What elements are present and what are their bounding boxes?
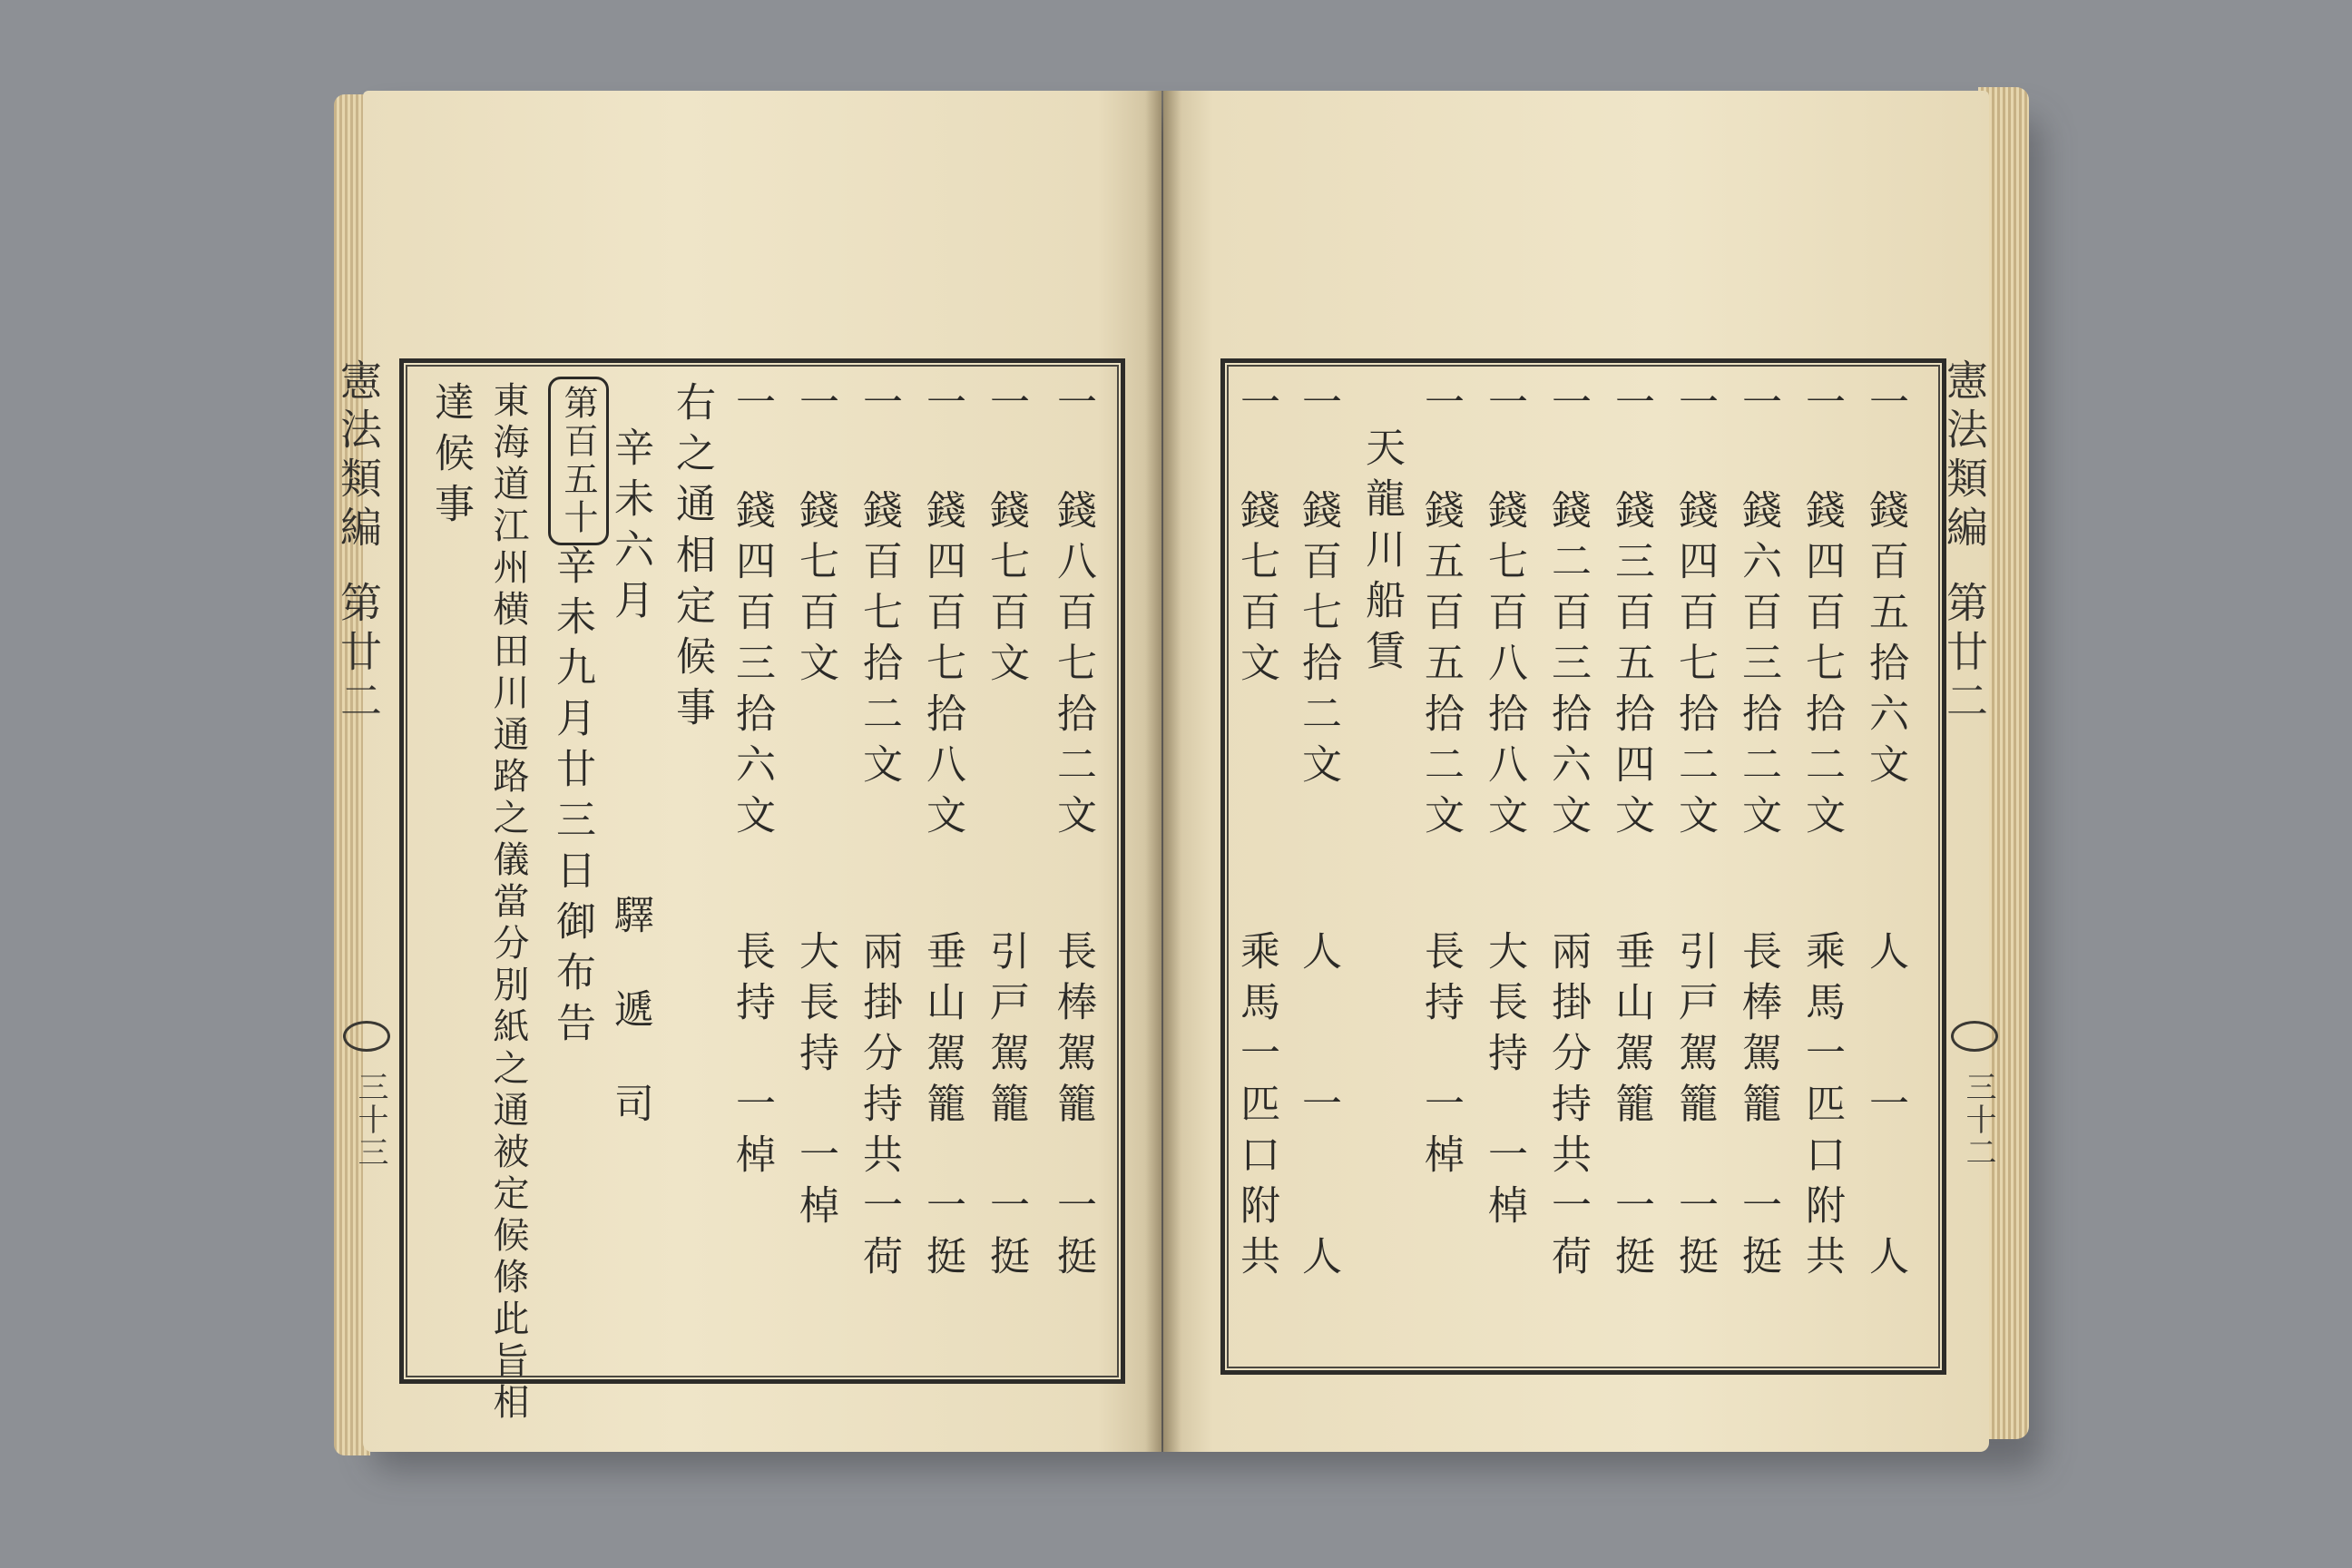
right-price-line-2: 一 錢四百七拾二文 <box>1798 381 1845 845</box>
left-price-line-3: 一 錢四百七拾八文 <box>919 381 965 845</box>
right-section-heading: 天龍川船賃 <box>1358 426 1405 681</box>
right-item-line-4: 引戸駕籠 一挺 <box>1671 930 1718 1286</box>
right-item-line-6: 兩掛分持共一荷 <box>1544 930 1591 1286</box>
right-item-line-10: 乘馬一匹口附共 <box>1233 930 1279 1286</box>
right-item-line-9: 人 一 人 <box>1295 930 1341 1311</box>
right-item-line-3: 長棒駕籠 一挺 <box>1735 930 1781 1286</box>
right-item-line-2: 乘馬一匹口附共 <box>1798 930 1845 1286</box>
left-date: 辛未六月 <box>607 426 653 630</box>
article-body-line-1: 東海道江州横田川通路之儀當分別紙之通被定候條此旨相 <box>487 381 529 1425</box>
article-date-line: 辛未九月廿三日御布告 <box>549 544 595 1053</box>
left-item-line-3: 垂山駕籠 一挺 <box>919 930 965 1286</box>
right-item-line-8: 長持 一棹 <box>1417 930 1464 1184</box>
right-margin-page-number: 三十二 <box>1960 1071 1996 1169</box>
book-gutter <box>1145 91 1181 1452</box>
right-price-line-5: 一 錢三百五拾四文 <box>1608 381 1654 845</box>
left-price-line-4: 一 錢百七拾二文 <box>856 381 902 794</box>
left-item-line-4: 兩掛分持共一荷 <box>856 930 902 1286</box>
right-item-line-5: 垂山駕籠 一挺 <box>1608 930 1654 1286</box>
right-price-line-8: 一 錢五百五拾二文 <box>1417 381 1464 845</box>
left-issuer: 驛遞司 <box>607 894 653 1177</box>
left-closing-line: 右之通相定候事 <box>669 381 715 737</box>
right-margin-volume: 第廿二 <box>1940 581 1989 728</box>
article-number-box: 第百五十 <box>548 377 609 545</box>
left-margin-title: 憲法類編 <box>334 358 383 554</box>
article-body-line-2: 達候事 <box>427 381 474 534</box>
right-price-line-10: 一 錢七百文 <box>1233 381 1279 692</box>
left-price-line-6: 一 錢四百三拾六文 <box>729 381 775 845</box>
left-price-line-1: 一 錢八百七拾二文 <box>1050 381 1096 845</box>
left-margin-volume: 第廿二 <box>334 581 383 728</box>
right-price-line-1: 一 錢百五拾六文 <box>1862 381 1908 794</box>
right-price-line-9: 一 錢百七拾二文 <box>1295 381 1341 794</box>
left-item-line-2: 引戸駕籠 一挺 <box>983 930 1029 1286</box>
right-price-line-4: 一 錢四百七拾二文 <box>1671 381 1718 845</box>
left-item-line-1: 長棒駕籠 一挺 <box>1050 930 1096 1286</box>
left-fold-mark <box>343 1021 390 1052</box>
left-item-line-5: 大長持 一棹 <box>792 930 838 1235</box>
left-price-line-2: 一 錢七百文 <box>983 381 1029 692</box>
right-item-line-1: 人 一 人 <box>1862 930 1908 1311</box>
left-price-line-5: 一 錢七百文 <box>792 381 838 692</box>
right-price-line-6: 一 錢二百三拾六文 <box>1544 381 1591 845</box>
right-price-line-7: 一 錢七百八拾八文 <box>1481 381 1527 845</box>
left-item-line-6: 長持 一棹 <box>729 930 775 1184</box>
right-item-line-7: 大長持 一棹 <box>1481 930 1527 1235</box>
left-margin-page-number: 三十三 <box>352 1071 388 1169</box>
right-fold-mark <box>1951 1021 1998 1052</box>
right-margin-title: 憲法類編 <box>1940 358 1989 554</box>
right-price-line-3: 一 錢六百三拾二文 <box>1735 381 1781 845</box>
